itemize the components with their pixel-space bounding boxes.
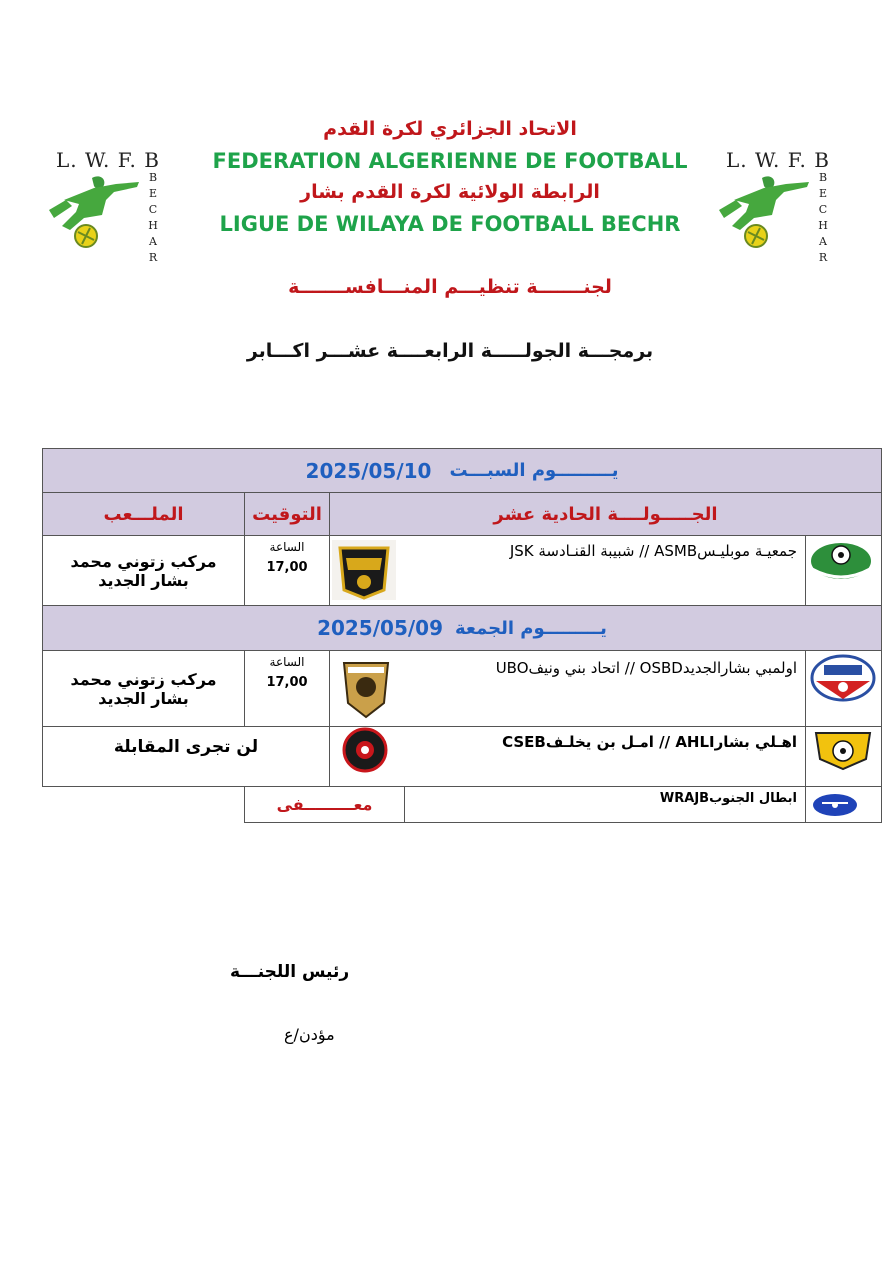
league-logo-right bbox=[714, 148, 830, 264]
day2-label: يـــــــــوم الجمعة bbox=[455, 617, 607, 639]
cseb-crest-icon bbox=[332, 727, 398, 773]
logo-side-letters: B E C H A R bbox=[148, 171, 158, 264]
match3-note: لن تجرى المقابلة bbox=[113, 736, 259, 757]
match2-teams: اولمبي بشارالجديدOSBD // اتحاد بني ونيفUBO bbox=[495, 659, 797, 677]
jsk-crest-icon bbox=[332, 540, 396, 600]
logo-side-letters: B E C H A R bbox=[818, 171, 828, 264]
col-time-header: التوقيت bbox=[244, 492, 330, 536]
signature: مؤدن/ع bbox=[284, 1025, 335, 1044]
col-stadium-header: الملـــعب bbox=[42, 492, 245, 536]
osbd-crest-icon bbox=[810, 653, 876, 703]
day1-header bbox=[42, 448, 882, 493]
match2-time: الساعة 17,00 bbox=[244, 650, 330, 727]
program-title: برمجـــة الجولـــــة الرابعــــة عشـــر اكـــابر bbox=[246, 340, 654, 362]
header-federation-ar: الاتحاد الجزائري لكرة القدم bbox=[323, 118, 577, 140]
day1-label: يـــــــــوم السبـــت bbox=[449, 460, 619, 481]
match3-teams: اهـلي بشارAHLI // امـل بن يخلـفCSEB bbox=[502, 733, 797, 751]
match1-time: الساعة 17,00 bbox=[244, 535, 330, 606]
match3-crest-cell bbox=[805, 726, 882, 787]
ahli-crest-icon bbox=[810, 727, 876, 771]
logo-title: L. W. F. B bbox=[56, 148, 160, 172]
asmb-crest-icon bbox=[808, 539, 874, 585]
exempt-label-cell: معـــــــــفى bbox=[244, 786, 405, 823]
match1-teams-cell bbox=[329, 535, 806, 606]
match3-note-cell bbox=[42, 726, 330, 787]
wrajb-crest-icon bbox=[810, 791, 860, 817]
match1-teams: جمعيـة موبليـسASMB // شبيبة القنـادسة JSK bbox=[509, 542, 797, 560]
logo-title: L. W. F. B bbox=[726, 148, 830, 172]
header-league-ar: الرابطة الولائية لكرة القدم بشار bbox=[300, 181, 600, 203]
header-federation-fr: FEDERATION ALGERIENNE DE FOOTBALL bbox=[212, 149, 688, 173]
exempt-team-cell bbox=[404, 786, 806, 823]
match3-teams-cell bbox=[329, 726, 806, 787]
match1-crest-cell bbox=[805, 535, 882, 606]
exempt-crest-cell bbox=[805, 786, 882, 823]
exempt-team: ابطال الجنوبWRAJB bbox=[659, 791, 797, 806]
player-icon bbox=[714, 170, 814, 250]
day1-date: 2025/05/10 bbox=[305, 458, 432, 483]
player-icon bbox=[44, 170, 144, 250]
header-league-fr: LIGUE DE WILAYA DE FOOTBALL BECHR bbox=[219, 212, 681, 236]
match2-stadium: مركب زتوني محمد بشار الجديد bbox=[42, 650, 245, 727]
day2-date: 2025/05/09 bbox=[317, 616, 443, 640]
president-title: رئيس اللجنـــة bbox=[230, 962, 350, 982]
ubo-crest-icon bbox=[334, 655, 398, 721]
col-round-header: الجـــــولــــة الحادية عشر bbox=[329, 492, 882, 536]
day2-header bbox=[42, 605, 882, 651]
match2-teams-cell bbox=[329, 650, 806, 727]
league-logo-left bbox=[44, 148, 160, 264]
match2-crest-cell bbox=[805, 650, 882, 727]
match1-stadium: مركب زتوني محمد بشار الجديد bbox=[42, 535, 245, 606]
committee-title: لجنـــــــة تنظيـــم المنـــافســـــــة bbox=[288, 276, 612, 298]
